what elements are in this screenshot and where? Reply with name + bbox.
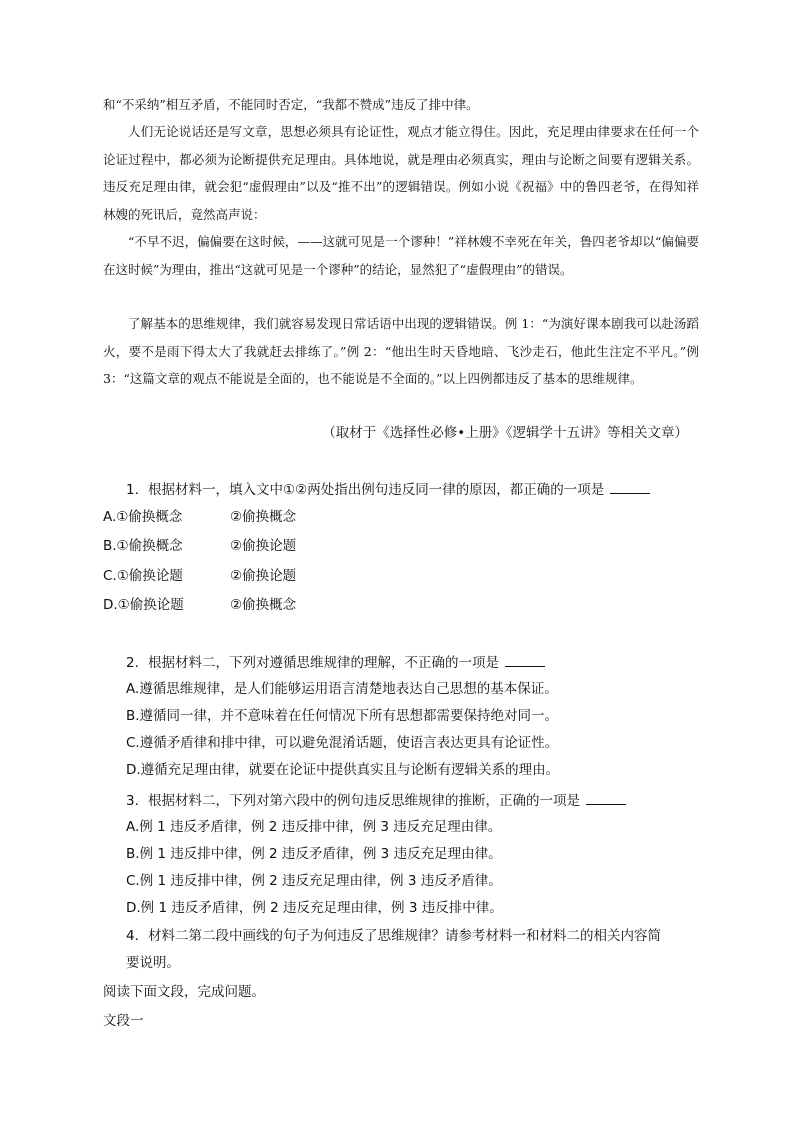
question-1-option-b[interactable]	[103, 536, 297, 556]
question-2-stem	[126, 652, 545, 673]
question-3-stem	[126, 790, 626, 811]
question-4-text-line-2: 要说明。	[126, 955, 180, 971]
option-c-second: ②偷换论题	[230, 568, 297, 584]
question-1-option-a[interactable]	[103, 507, 297, 527]
passage-paragraph-0: 和“不采纳”相互矛盾，不能同时否定，“我都不赞成”违反了排中律。	[103, 97, 479, 112]
option-d-second: ②偷换概念	[230, 597, 297, 613]
passage-paragraph-2: “不早不迟，偏偏要在这时候，——这就可见是一个谬种！”祥林嫂不幸死在年关，鲁四老爷却以“偏偏要在这时候”为理由，推出“这就可见是一个谬种”的结论，显然犯了“虚假理由”的错误。	[103, 234, 699, 277]
question-3-option-a[interactable]: A.例 1 违反矛盾律，例 2 违反排中律，例 3 违反充足理由律。	[126, 819, 502, 835]
source-citation: （取材于《选择性必修•上册》《逻辑学十五讲》等相关文章）	[322, 425, 688, 441]
option-a-second: ②偷换概念	[230, 509, 297, 525]
option-b-second: ②偷换论题	[230, 538, 297, 554]
question-1-number: 1.	[126, 482, 139, 498]
passage-paragraph-3: 了解基本的思维规律，我们就容易发现日常话语中出现的逻辑错误。例 1：“为演好课本剧我可以赴汤蹈火，要不是雨下得太大了我就赶去排练了。”例 2：“他出生时天昏地暗、飞沙走石，他此生注定不平凡。”例 3：“这篇文章的观点不能说是全面的，也不能说是不全面的。”以上四例都违反了基本的思维规律。	[103, 316, 699, 386]
question-3-option-b[interactable]: B.例 1 违反排中律，例 2 违反矛盾律，例 3 违反充足理由律。	[126, 846, 502, 862]
reading-instruction: 阅读下面文段，完成问题。	[103, 984, 265, 1000]
question-2-option-b[interactable]: B.遵循同一律，并不意味着在任何情况下所有思想都需要保持绝对同一。	[126, 708, 559, 724]
option-c-first: C.①偷换论题	[103, 568, 183, 584]
answer-blank-3[interactable]	[586, 790, 626, 805]
question-3-option-c[interactable]: C.例 1 违反排中律，例 2 违反充足理由律，例 3 违反矛盾律。	[126, 873, 502, 889]
answer-blank-1[interactable]	[610, 479, 650, 494]
passage-paragraph-1: 人们无论说话还是写文章，思想必须具有论证性，观点才能立得住。因此，充足理由律要求在任何一个论证过程中，都必须为论断提供充足理由。具体地说，就是理由必须真实，理由与论断之间要有逻辑关系。违反充足理由律，就会犯“虚假理由”以及“推不出”的逻辑错误。例如小说《祝福》中的鲁四老爷，在得知祥林嫂的死讯后，竟然高声说：	[103, 124, 699, 222]
question-1-option-d[interactable]	[103, 595, 297, 615]
section-heading: 文段一	[103, 1013, 144, 1029]
question-4-text-line-1: 材料二第二段中画线的句子为何违反了思维规律？请参考材料一和材料二的相关内容简	[148, 928, 661, 944]
question-1-option-c[interactable]	[103, 566, 297, 586]
question-3-option-d[interactable]: D.例 1 违反矛盾律，例 2 违反充足理由律，例 3 违反排中律。	[126, 900, 503, 916]
question-2-number: 2.	[126, 655, 139, 671]
question-2-text: 根据材料二，下列对遵循思维规律的理解，不正确的一项是	[148, 655, 499, 671]
question-3-text: 根据材料二，下列对第六段中的例句违反思维规律的推断，正确的一项是	[148, 793, 580, 809]
option-b-first: B.①偷换概念	[103, 538, 183, 554]
question-2-option-a[interactable]: A.遵循思维规律，是人们能够运用语言清楚地表达自己思想的基本保证。	[126, 681, 558, 697]
question-4-stem	[126, 926, 661, 946]
question-2-option-d[interactable]: D.遵循充足理由律，就要在论证中提供真实且与论断有逻辑关系的理由。	[126, 762, 560, 778]
answer-blank-2[interactable]	[505, 652, 545, 667]
question-3-number: 3.	[126, 793, 139, 809]
question-2-option-c[interactable]: C.遵循矛盾律和排中律，可以避免混淆话题，使语言表达更具有论证性。	[126, 735, 559, 751]
question-4-number: 4.	[126, 928, 139, 944]
question-1-text: 根据材料一，填入文中①②两处指出例句违反同一律的原因，都正确的一项是	[148, 482, 605, 498]
option-a-first: A.①偷换概念	[103, 509, 183, 525]
option-d-first: D.①偷换论题	[103, 597, 184, 613]
question-1-stem	[126, 479, 650, 500]
